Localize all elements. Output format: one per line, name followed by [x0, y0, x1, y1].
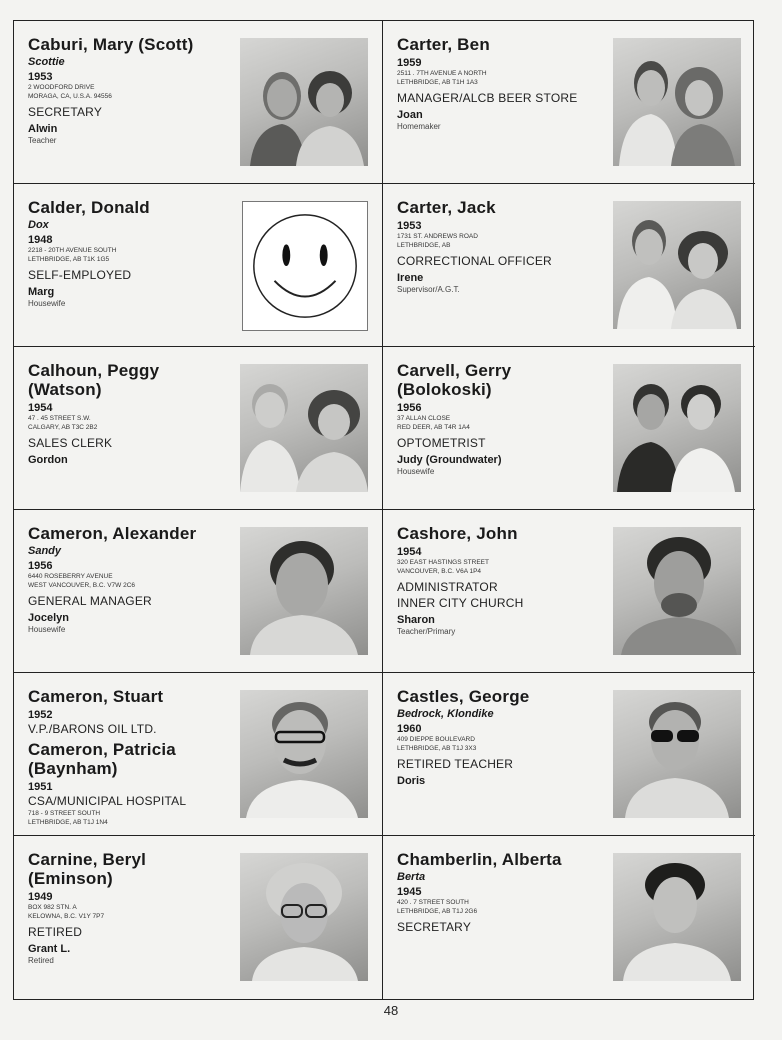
- entry-name: Caburi, Mary (Scott): [28, 35, 194, 54]
- entry-spouse: Sharon: [397, 614, 435, 626]
- entry-year: 1953: [397, 220, 422, 232]
- entry-card: [14, 184, 383, 347]
- entry-occupation: RETIRED: [28, 925, 83, 939]
- entry-occupation-line2: INNER CITY CHURCH: [397, 596, 524, 610]
- entry-occupation: SELF-EMPLOYED: [28, 268, 132, 282]
- entry-address-line1: 2218 - 20TH AVENUE SOUTH: [28, 247, 117, 254]
- entry-spouse-occupation: Housewife: [28, 299, 66, 308]
- smiley-face-icon: [242, 201, 368, 331]
- entry-address-line2: LETHBRIDGE, AB T1J 3X3: [397, 745, 477, 752]
- entry-occupation: RETIRED TEACHER: [397, 757, 514, 771]
- entry-address-line1: 409 DIEPPE BOULEVARD: [397, 736, 475, 743]
- entry-spouse: Gordon: [28, 454, 68, 466]
- entry-address-line2: LETHBRIDGE, AB T1J 2G6: [397, 908, 478, 915]
- couple-photo: [613, 364, 741, 492]
- entry-spouse-occupation: Housewife: [28, 625, 66, 634]
- entry-spouse: Judy (Groundwater): [397, 454, 502, 466]
- entry-card: [383, 21, 755, 184]
- entry-address-line1: 37 ALLAN CLOSE: [397, 415, 451, 422]
- entry-address-line1: 6440 ROSEBERRY AVENUE: [28, 573, 113, 580]
- entry-name: Chamberlin, Alberta: [397, 850, 562, 869]
- entry-year: 1953: [28, 71, 53, 83]
- entry-name: Carter, Jack: [397, 198, 496, 217]
- entry-occupation: ADMINISTRATOR: [397, 580, 498, 594]
- entry-year: 1954: [28, 402, 53, 414]
- entry-address-line1: 1731 ST. ANDREWS ROAD: [397, 233, 478, 240]
- couple-photo: [240, 38, 368, 166]
- entry-address-line2: LETHBRIDGE, AB: [397, 242, 451, 249]
- entry-card: [383, 347, 755, 510]
- entry-year: 1956: [397, 402, 422, 414]
- portrait-photo: [240, 690, 368, 818]
- entry-nickname: Bedrock, Klondike: [397, 708, 494, 720]
- entry-spouse: Joan: [397, 109, 423, 121]
- entry-address-line1: 2511 . 7TH AVENUE A NORTH: [397, 70, 487, 77]
- entry-year: 1948: [28, 234, 53, 246]
- couple-photo: [240, 364, 368, 492]
- entry-year: 1952: [28, 709, 53, 721]
- entry-address-line1: 718 - 9 STREET SOUTH: [28, 810, 101, 817]
- entry-name: Cashore, John: [397, 524, 518, 543]
- entry-name: Cameron, Stuart: [28, 687, 164, 706]
- entry-occupation: GENERAL MANAGER: [28, 594, 152, 608]
- entry-spouse-occupation: Teacher/Primary: [397, 627, 456, 636]
- entry-card: [14, 836, 383, 999]
- entry-address-line2: WEST VANCOUVER, B.C. V7W 2C6: [28, 582, 136, 589]
- entry-spouse: Marg: [28, 286, 55, 298]
- entry-name: Carvell, Gerry (Bolokoski): [397, 361, 512, 399]
- portrait-photo: [613, 690, 741, 818]
- entry-name: Calhoun, Peggy (Watson): [28, 361, 160, 399]
- entry-card: [14, 21, 383, 184]
- entry-occupation: MANAGER/ALCB BEER STORE: [397, 91, 578, 105]
- entry-name: Carter, Ben: [397, 35, 490, 54]
- yearbook-grid: [13, 20, 754, 1000]
- portrait-photo: [240, 527, 368, 655]
- entry-address-line2: LETHBRIDGE, AB T1H 1A3: [397, 79, 478, 86]
- entry-spouse: Grant L.: [28, 943, 71, 955]
- page-number: 48: [383, 1003, 399, 1018]
- entry-address-line2: MORAGA, CA, U.S.A. 94556: [28, 93, 112, 100]
- entry-nickname: Sandy: [28, 545, 62, 557]
- entry-occupation: OPTOMETRIST: [397, 436, 486, 450]
- entry-spouse: Doris: [397, 775, 426, 787]
- entry-address-line2: VANCOUVER, B.C. V6A 1P4: [397, 568, 482, 575]
- entry-card: [14, 347, 383, 510]
- entry-spouse-occupation: Homemaker: [397, 122, 441, 131]
- entry-nickname: Berta: [397, 871, 426, 883]
- entry-name-second: Cameron, Patricia (Baynham): [28, 740, 176, 778]
- entry-name: Carnine, Beryl (Eminson): [28, 850, 147, 888]
- entry-address-line2: RED DEER, AB T4R 1A4: [397, 424, 470, 431]
- entry-name: Castles, George: [397, 687, 530, 706]
- entry-spouse-occupation: Housewife: [397, 467, 435, 476]
- entry-spouse-occupation: Teacher: [28, 136, 57, 145]
- entry-occupation: CORRECTIONAL OFFICER: [397, 254, 552, 268]
- couple-photo: [613, 201, 741, 329]
- entry-year-second: 1951: [28, 781, 53, 793]
- portrait-photo: [613, 527, 741, 655]
- entry-year: 1959: [397, 57, 422, 69]
- entry-address-line2: LETHBRIDGE, AB T1J 1N4: [28, 819, 108, 826]
- entry-address-line1: 420 . 7 STREET SOUTH: [397, 899, 469, 906]
- entry-year: 1960: [397, 723, 422, 735]
- entry-occupation: SALES CLERK: [28, 436, 113, 450]
- entry-address-line2: KELOWNA, B.C. V1Y 7P7: [28, 913, 105, 920]
- entry-card: [383, 184, 755, 347]
- entry-spouse-occupation: Retired: [28, 956, 54, 965]
- entry-occupation: SECRETARY: [28, 105, 103, 119]
- entry-address-line1: 320 EAST HASTINGS STREET: [397, 559, 489, 566]
- entry-spouse-occupation: Supervisor/A.G.T.: [397, 285, 460, 294]
- portrait-photo: [613, 853, 741, 981]
- entry-card: [383, 510, 755, 673]
- couple-photo: [613, 38, 741, 166]
- entry-address-line1: BOX 982 STN. A: [28, 904, 77, 911]
- entry-card: [383, 673, 755, 836]
- entry-spouse: Alwin: [28, 123, 58, 135]
- entry-card: [14, 510, 383, 673]
- entry-address-line2: LETHBRIDGE, AB T1K 1G5: [28, 256, 110, 263]
- entry-card: [383, 836, 755, 999]
- entry-year: 1954: [397, 546, 422, 558]
- entry-card: [14, 673, 383, 836]
- entry-spouse: Irene: [397, 272, 424, 284]
- entry-address-line2: CALGARY, AB T3C 2B2: [28, 424, 98, 431]
- entry-year: 1956: [28, 560, 53, 572]
- portrait-photo: [240, 853, 368, 981]
- entry-nickname: Scottie: [28, 56, 65, 68]
- entry-name: Calder, Donald: [28, 198, 150, 217]
- entry-name: Cameron, Alexander: [28, 524, 197, 543]
- entry-occupation: V.P./BARONS OIL LTD.: [28, 722, 157, 736]
- entry-address-line1: 47 . 45 STREET S.W.: [28, 415, 91, 422]
- entry-year: 1949: [28, 891, 53, 903]
- entry-occupation-second: CSA/MUNICIPAL HOSPITAL: [28, 794, 187, 808]
- entry-year: 1945: [397, 886, 422, 898]
- entry-address-line1: 2 WOODFORD DRIVE: [28, 84, 95, 91]
- entry-occupation: SECRETARY: [397, 920, 472, 934]
- entry-spouse: Jocelyn: [28, 612, 69, 624]
- entry-nickname: Dox: [28, 219, 49, 231]
